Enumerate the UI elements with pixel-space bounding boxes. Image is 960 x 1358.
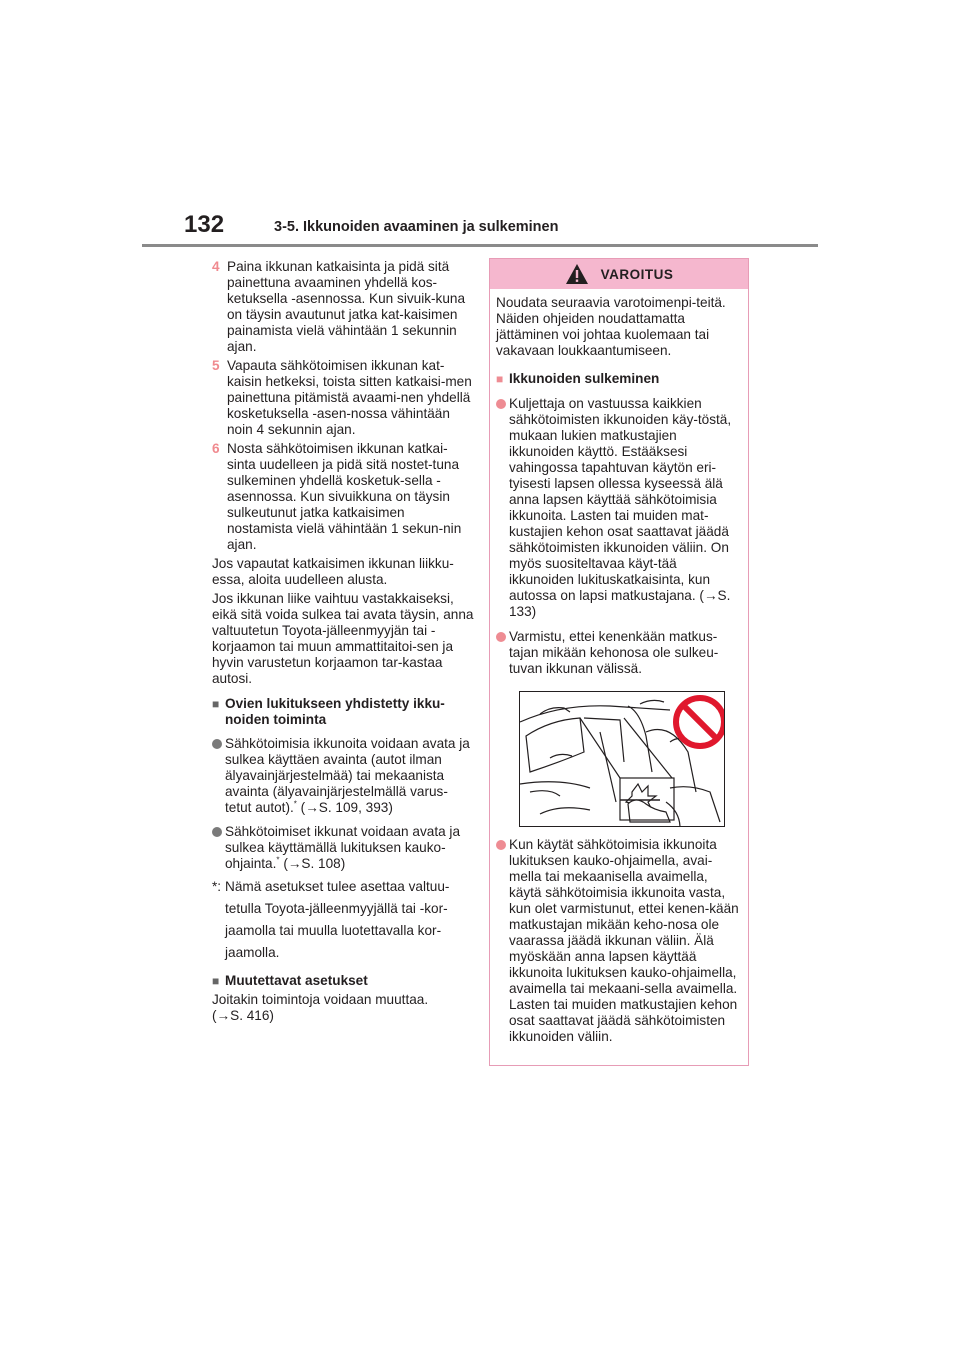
warning-header: [490, 259, 748, 289]
paragraph: Jos ikkunan liike vaihtuu vastakkaiseksi, eikä sitä voida sulkea tai avata täysin, anna valtuutetun Toyota-jälleenmyyjän tai -korjaamon tai muun ammattitaitoi-sen ja hyvin varustetun korjaamon tar-kastaa autosi.: [212, 591, 474, 686]
step-item: [212, 358, 474, 438]
car-interior-drawing: [520, 692, 725, 827]
paragraph: Jos vapautat katkaisimen ikkunan liikku-essa, aloita uudelleen alusta.: [212, 556, 454, 587]
bullet-text: Varmistu, ettei kenenkään matkus-tajan mikään kehonosa ole sulkeu-tuvan ikkunan välissä.: [509, 629, 719, 676]
paragraph-text: Joitakin toimintoja voidaan muuttaa.: [212, 992, 429, 1007]
warning-title: VAROITUS: [600, 266, 674, 282]
bullet-dot-icon: [212, 736, 225, 816]
bullet-dot-icon: [496, 396, 509, 620]
page-reference: (→S. 109, 393): [300, 800, 393, 815]
step-text: Nosta sähkötoimisen ikkunan katkai-sinta uudelleen ja pidä sitä nostet-tuna sulkeminen yhdellä kosketuk-sella -asennossa. Kun sivuikkuna on täysin sulkeutunut jatka katkaisimen nostamista vielä vähintään 1 sekun-nin ajan.: [227, 441, 462, 552]
step-item: [212, 259, 474, 355]
section-title: 3-5. Ikkunoiden avaaminen ja sulkeminen: [274, 219, 559, 235]
subheading: [212, 696, 474, 728]
page-reference: (→S. 108): [283, 856, 346, 871]
square-bullet-icon: ■: [496, 372, 504, 386]
subheading-text: Ovien lukitukseen yhdistetty ikku-noiden toiminta: [225, 696, 445, 727]
step-text: Vapauta sähkötoimisen ikkunan kat-kaisin hetkeksi, toista sitten katkaisi-men painettuna pitämistä avaami-nen yhdellä kosketuksella -asen-nossa vähintään noin 4 sekunnin ajan.: [227, 358, 472, 437]
paragraph: [212, 992, 474, 1024]
window-pinch-illustration: [519, 691, 725, 827]
page-number: 132: [184, 211, 225, 238]
footnote-text: Nämä asetukset tulee asettaa valtuu-tetulla Toyota-jälleenmyyjällä tai -kor-jaamolla tai muulla luotettavalla kor-jaamolla.: [225, 879, 450, 960]
bullet-dot-icon: [496, 837, 509, 1045]
bullet-item: [496, 837, 742, 1045]
bullet-dot-icon: [212, 824, 225, 872]
warning-triangle-icon: [565, 263, 589, 285]
subheading: [496, 371, 742, 387]
bullet-text: Sähkötoimisia ikkunoita voidaan avata ja sulkea käyttäen avainta (autot ilman älyavainjärjestelmää) tai mekaanista avainta (älyavainjärjestelmällä varus-tetut autot).: [225, 736, 470, 815]
warning-box: [489, 258, 749, 1066]
subheading-text: Muutettavat asetukset: [225, 973, 368, 988]
subheading: [212, 973, 474, 989]
square-bullet-icon: ■: [212, 697, 220, 711]
step-number: 5: [212, 358, 220, 373]
subheading-text: Ikkunoiden sulkeminen: [509, 371, 660, 386]
bullet-text: Sähkötoimiset ikkunat voidaan avata ja sulkea käyttämällä lukituksen kauko-ohjainta.: [225, 824, 461, 871]
footnote-mark: *:: [212, 879, 222, 894]
warning-intro: Noudata seuraavia varotoimenpi-teitä. Näiden ohjeiden noudattamatta jättäminen voi johtaa kuolemaan tai vakavaan loukkaantumiseen.: [496, 295, 726, 358]
step-number: 6: [212, 441, 220, 456]
warning-body: [490, 289, 748, 1054]
bullet-item: [496, 629, 742, 677]
step-number: 4: [212, 259, 220, 274]
bullet-text: Kun käytät sähkötoimisia ikkunoita lukituksen kauko-ohjaimella, avai-mella tai mekaanisella avaimella, käytä sähkötoimisia ikkunoita vasta, kun olet varmistunut, ettei kenen-kään matkustajan mikään keho-nosa ole vaarassa jäädä ikkunan väliin. Älä myöskään anna lapsen käyttää ikkunoita lukituksen kauko-ohjaimella, avaimella tai mekaani-sella avaimella. Lasten tai muiden matkustajien kehon osat saattavat jäädä sähkötoimisten ikkunoiden väliin.: [509, 837, 739, 1044]
bullet-item: [212, 824, 474, 872]
bullet-dot-icon: [496, 629, 509, 677]
bullet-text: Kuljettaja on vastuussa kaikkien sähkötoimisten ikkunoiden käy-töstä, mukaan lukien matkustajien ikkunoiden käyttö. Estääksesi vahingossa tapahtuvan käytön eri-tyisesti lapsen ollessa kyseessä älä anna lapsen käyttää sähkötoimisia ikkunoita. Lasten tai muiden mat-kustajien kehon osat saattavat jäädä sähkötoimisten ikkunoiden väliin. On myös suositeltavaa käyt-tää ikkunoiden lukituskatkaisinta, kun autossa on lapsi matkustajana. (→S. 133): [509, 396, 732, 619]
step-text: Paina ikkunan katkaisinta ja pidä sitä painettuna avaaminen yhdellä kos-ketuksella -asennossa. Kun sivuik-kuna on täysin avautunut jatka kat-kaisimen painamista vielä vähintään 1 sekunnin ajan.: [227, 259, 466, 354]
bullet-item: [212, 736, 474, 816]
footnote-marker: *: [276, 855, 280, 865]
footnote-marker: *: [293, 799, 297, 809]
step-item: [212, 441, 474, 553]
bullet-item: [496, 396, 742, 620]
square-bullet-icon: ■: [212, 974, 220, 988]
left-column: [212, 259, 474, 1027]
footnote: [212, 876, 474, 964]
page-header: [0, 0, 960, 250]
page-reference: (→S. 416): [212, 1008, 274, 1023]
prohibition-icon: [676, 698, 724, 746]
header-divider: [142, 244, 818, 247]
